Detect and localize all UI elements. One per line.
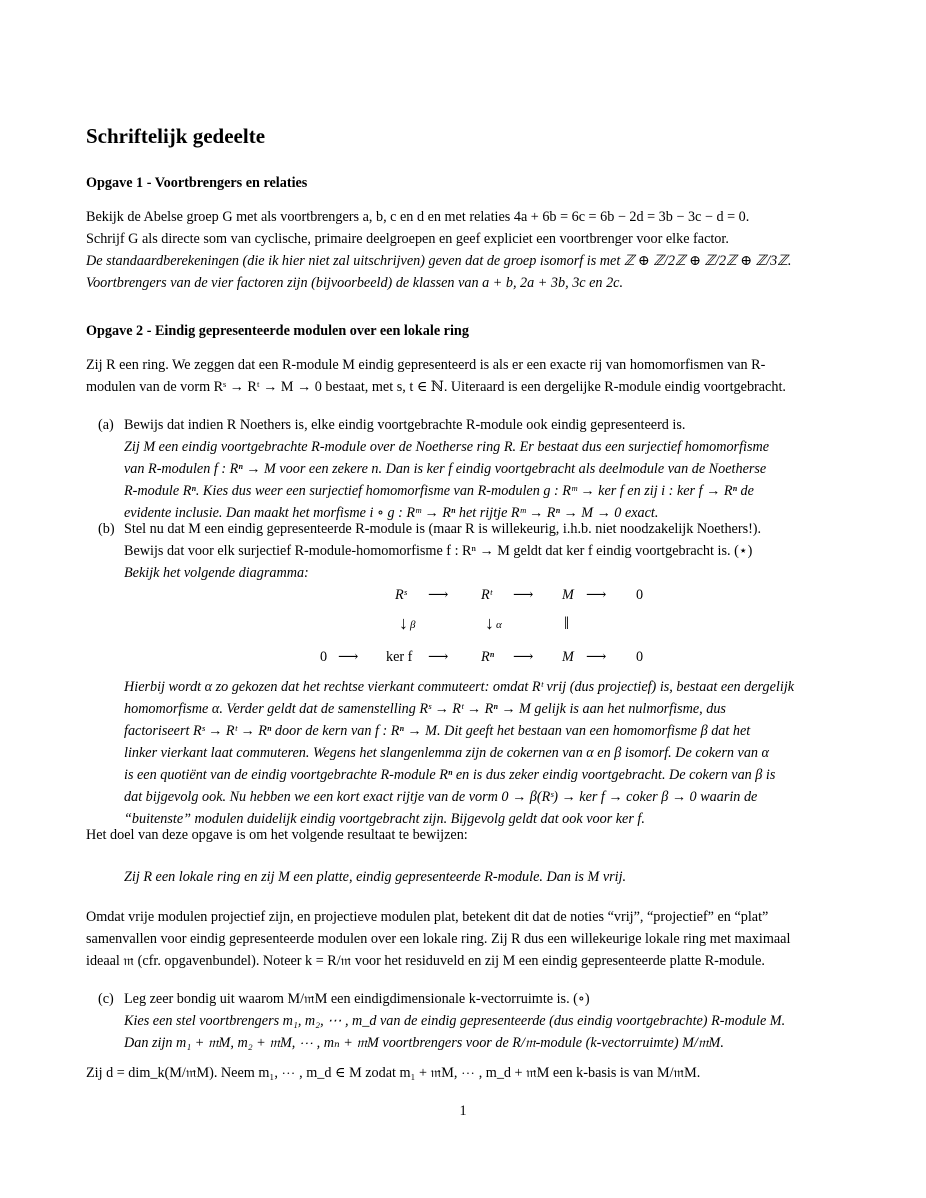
- part-a-solution-2: van R-modulen f : Rⁿ → M voor een zekere n. Dan is ker f eindig voortgebracht als deelmodule van de Noetherse: [124, 461, 767, 477]
- diagram-node-0-top: 0: [636, 587, 644, 603]
- q1-text-2: Schrijf G als directe som van cyclische, primaire deelgroepen en geef expliciet een voortbrenger voor elke factor.: [86, 231, 729, 247]
- part-a-text: Bewijs dat indien R Noethers is, elke eindig voortgebrachte R-module ook eindig gepresenteerd is.: [124, 417, 686, 433]
- q1-text-1: Bekijk de Abelse groep G met als voortbrengers a, b, c en d en met relaties 4a + 6b = 6c = 6b − 2d = 3b − 3c − d = 0.: [86, 209, 750, 225]
- part-b-solution-4: linker vierkant laat commuteren. Wegens het slangenlemma zijn de cokernen van α en β isomorf. De cokern van α: [124, 745, 769, 761]
- diagram-node-0-left: 0: [320, 649, 328, 665]
- diagram-node-M-bottom: M: [562, 649, 574, 665]
- diagram-arrow: ⟶: [338, 649, 359, 665]
- diagram-arrow-beta: ↓: [399, 613, 408, 633]
- part-b-solution-5: is een quotiënt van de eindig voortgebrachte R-module Rⁿ en is dus zeker eindig voortgebracht. De cokern van β is: [124, 767, 776, 783]
- part-b-solution-2: homomorfisme α. Verder geldt dat de samenstelling Rˢ → Rᵗ → Rⁿ → M gelijk is aan het nulmorfisme, dus: [124, 701, 726, 717]
- diagram-arrow: ⟶: [513, 649, 534, 665]
- diagram-arrow: ⟶: [586, 649, 607, 665]
- part-c-text: Leg zeer bondig uit waarom M/𝔪M een eindigdimensionale k-vectorruimte is. (∘): [124, 991, 590, 1007]
- last-paragraph: Zij d = dim_k(M/𝔪M). Neem m₁, ⋯ , m_d ∈ M zodat m₁ + 𝔪M, ⋯ , m_d + 𝔪M een k-basis is van M/𝔪M.: [86, 1065, 701, 1081]
- q1-solution-2: Voortbrengers van de vier factoren zijn (bijvoorbeeld) de klassen van a + b, 2a + 3b, 3c en 2c.: [86, 275, 624, 291]
- q2-heading: Opgave 2 - Eindig gepresenteerde modulen over een lokale ring: [86, 323, 469, 339]
- diagram-equality: ‖: [564, 613, 570, 633]
- part-c-solution-2: Dan zijn m₁ + 𝔪M, m₂ + 𝔪M, ⋯ , mₙ + 𝔪M voortbrengers voor de R/𝔪-module (k-vectorruimte) M/𝔪M.: [124, 1035, 724, 1051]
- part-a-label: (a): [98, 417, 114, 433]
- q1-solution-1: De standaardberekeningen (die ik hier niet zal uitschrijven) geven dat de groep isomorf is met ℤ ⊕ ℤ/2ℤ ⊕ ℤ/2ℤ ⊕ ℤ/3ℤ.: [86, 253, 792, 269]
- part-c-label: (c): [98, 991, 114, 1007]
- diagram-node-M-top: M: [562, 587, 574, 603]
- theorem-statement: Zij R een lokale ring en zij M een platte, eindig gepresenteerde R-module. Dan is M vrij.: [124, 869, 627, 885]
- part-a-solution-1: Zij M een eindig voortgebrachte R-module over de Noetherse ring R. Er bestaat dus een surjectief homomorfisme: [124, 439, 770, 455]
- q2-intro-1: Zij R een ring. We zeggen dat een R-module M eindig gepresenteerd is als er een exacte rij van homomorfismen van R-: [86, 357, 766, 373]
- diagram-arrow: ⟶: [586, 587, 607, 603]
- paragraph-2: samenvallen voor eindig gepresenteerde modulen over een lokale ring. Zij R dus een willekeurige lokale ring met maximaal: [86, 931, 791, 947]
- q1-heading: Opgave 1 - Voortbrengers en relaties: [86, 175, 308, 191]
- part-b: [98, 518, 842, 584]
- page-title: Schriftelijk gedeelte: [86, 124, 266, 148]
- diagram-arrow-alpha: ↓: [485, 613, 494, 633]
- goal-text: Het doel van deze opgave is om het volgende resultaat te bewijzen:: [86, 827, 468, 843]
- paragraph-1: Omdat vrije modulen projectief zijn, en projectieve modulen plat, betekent dit dat de noties “vrij”, “projectief” en “plat”: [86, 909, 769, 925]
- diagram-arrow: ⟶: [513, 587, 534, 603]
- diagram-arrow: ⟶: [428, 649, 449, 665]
- part-b-solution: [98, 676, 842, 830]
- paragraph-3: ideaal 𝔪 (cfr. opgavenbundel). Noteer k = R/𝔪 voor het residuveld en zij M een eindig gepresenteerde platte R-module.: [86, 953, 765, 969]
- part-a-solution-4: evidente inclusie. Dan maakt het morfisme i ∘ g : Rᵐ → Rⁿ het rijtje Rᵐ → Rⁿ → M → 0 exact.: [124, 505, 659, 521]
- part-c-solution-1: Kies een stel voortbrengers m₁, m₂, ⋯ , m_d van de eindig gepresenteerde (dus eindig voortgebrachte) R-module M.: [124, 1013, 786, 1029]
- diagram-arrow: ⟶: [428, 587, 449, 603]
- diagram-node-0-bottom: 0: [636, 649, 644, 665]
- page-number: 1: [459, 1103, 467, 1119]
- part-b-solution-intro: Bekijk het volgende diagramma:: [124, 565, 309, 581]
- part-b-solution-1: Hierbij wordt α zo gekozen dat het rechtse vierkant commuteert: omdat Rᵗ vrij (dus projectief) is, bestaat een dergelijk: [124, 679, 795, 695]
- diagram-node-Rs: Rˢ: [395, 587, 407, 603]
- part-b-text-1: Stel nu dat M een eindig gepresenteerde R-module is (maar R is willekeurig, i.h.b. niet noodzakelijk Noethers!).: [124, 521, 762, 537]
- diagram-label-beta: β: [410, 619, 416, 631]
- part-a: [98, 414, 842, 524]
- q2-intro-2: modulen van de vorm Rˢ → Rᵗ → M → 0 bestaat, met s, t ∈ ℕ. Uiteraard is een dergelijke R-module eindig voortgebracht.: [86, 379, 786, 395]
- part-c: [98, 988, 842, 1054]
- part-b-label: (b): [98, 521, 115, 537]
- diagram-label-alpha: α: [496, 619, 502, 631]
- part-b-solution-3: factoriseert Rˢ → Rᵗ → Rⁿ door de kern van f : Rⁿ → M. Dit geeft het bestaan van een homomorfisme β dat het: [124, 723, 751, 739]
- diagram-node-Rn: Rⁿ: [481, 649, 495, 665]
- diagram-node-kerf: ker f: [386, 649, 413, 665]
- diagram-node-Rt: Rᵗ: [481, 587, 493, 603]
- part-a-solution-3: R-module Rⁿ. Kies dus weer een surjectief homomorfisme van R-modulen g : Rᵐ → ker f en zij i : ker f → Rⁿ de: [124, 483, 754, 499]
- part-b-solution-7: “buitenste” modulen duidelijk eindig voortgebracht zijn. Bijgevolg geldt dat ook voor ker f.: [124, 811, 645, 827]
- part-b-text-2: Bewijs dat voor elk surjectief R-module-homomorfisme f : Rⁿ → M geldt dat ker f eindig voortgebracht is. (⋆): [124, 543, 753, 559]
- part-b-solution-6: dat bijgevolg ook. Nu hebben we een kort exact rijtje van de vorm 0 → β(Rˢ) → ker f → coker β → 0 waarin de: [124, 789, 758, 805]
- commutative-diagram: [300, 584, 680, 668]
